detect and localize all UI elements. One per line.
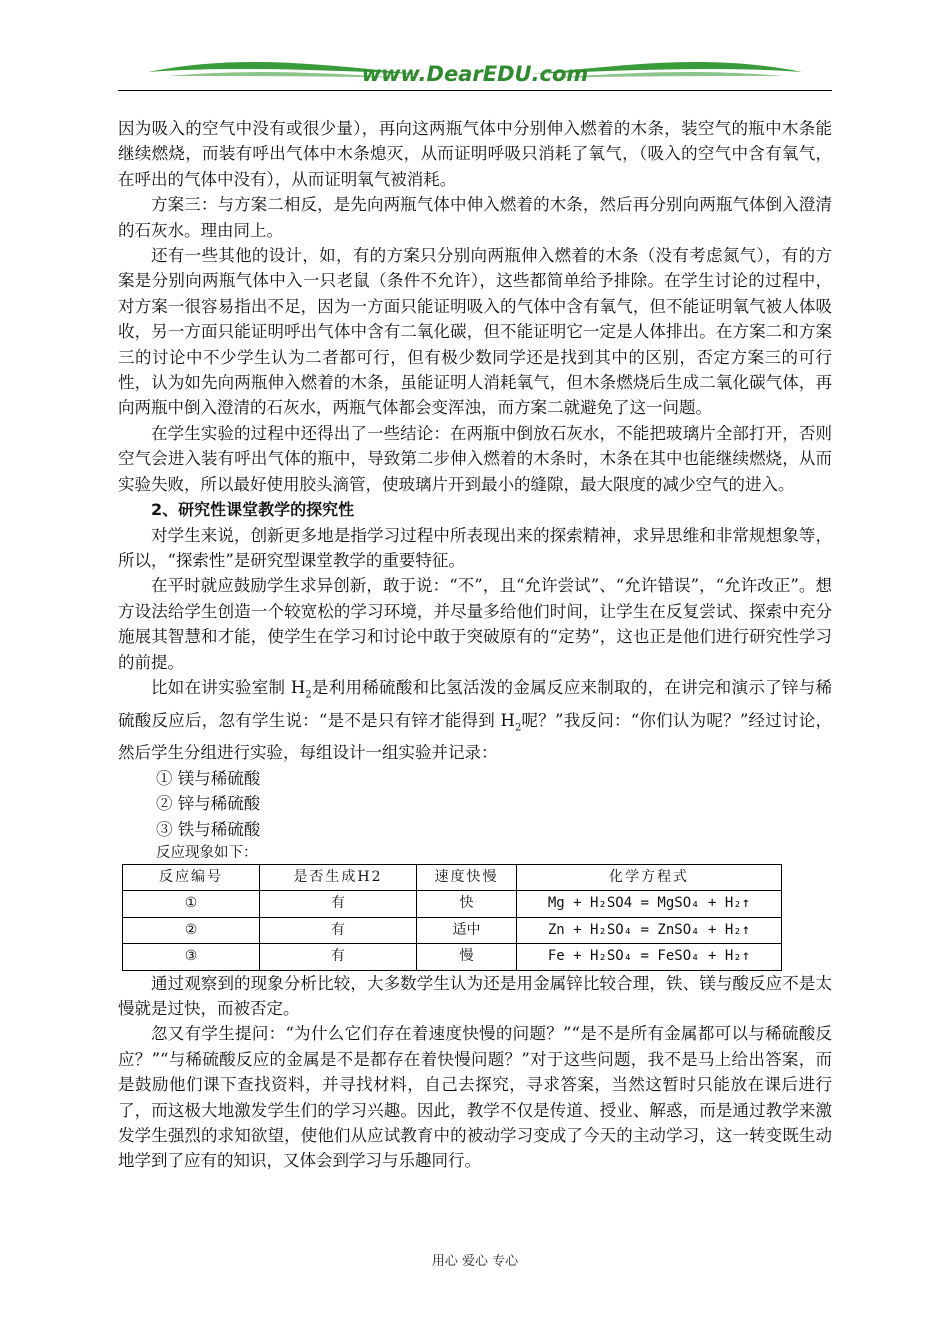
table-row <box>123 891 782 917</box>
column-header: 速度快慢 <box>417 864 517 890</box>
site-logo-text: www.DearEDU.com <box>361 62 589 86</box>
text-run: 是利用稀硫酸和比氢活泼的金属反应来制取的，在讲完和演示了锌与稀硫酸反应后，忽有学生说：“是不是只有锌才能得到 H <box>118 677 832 730</box>
cell-id: ③ <box>123 944 260 970</box>
cell-speed: 快 <box>417 891 517 917</box>
cell-h2: 有 <box>260 944 417 970</box>
cell-id: ② <box>123 917 260 943</box>
paragraph: 在平时就应鼓励学生求异创新，敢于说：“不”，且“允许尝试”、“允许错误”，“允许改正”。想方设法给学生创造一个较宽松的学习环境，并尽量多给他们时间，让学生在反复尝试、探索中充分施展其智慧和才能，使学生在学习和讨论中敢于突破原有的“定势”，这也正是他们进行研究性学习的前提。 <box>118 576 832 672</box>
cell-h2: 有 <box>260 891 417 917</box>
cell-speed: 适中 <box>417 917 517 943</box>
list-item: ① 镁与稀硫酸 <box>156 768 261 788</box>
cell-equation: Mg + H₂SO4 = MgSO₄ + H₂↑ <box>517 891 782 917</box>
list-item: ③ 铁与稀硫酸 <box>156 819 261 839</box>
column-header: 反应编号 <box>123 864 260 890</box>
column-header: 是否生成H2 <box>260 864 417 890</box>
column-header: 化学方程式 <box>517 864 782 890</box>
paragraph: 因为吸入的空气中没有或很少量），再向这两瓶气体中分别伸入燃着的木条，装空气的瓶中木条能继续燃烧，而装有呼出气体中木条熄灭，从而证明呼吸只消耗了氧气，（吸入的空气中含有氧气，在呼出的气体中没有），从而证明氧气被消耗。 <box>118 119 832 189</box>
reaction-table <box>122 864 782 971</box>
paragraph: 方案三：与方案二相反，是先向两瓶气体中伸入燃着的木条，然后再分别向两瓶气体倒入澄清的石灰水。理由同上。 <box>118 195 832 240</box>
paragraph <box>118 675 832 766</box>
paragraph: 对学生来说，创新更多地是指学习过程中所表现出来的探索精神，求异思维和非常规想象等，所以，“探索性”是研究型课堂教学的重要特征。 <box>118 525 832 570</box>
paragraph: 忽又有学生提问：“为什么它们存在着速度快慢的问题？”“是不是所有金属都可以与稀硫酸反应？”“与稀硫酸反应的金属是不是都存在着快慢问题？”对于这些问题，我不是马上给出答案，而是鼓励他们课下查找资料，并寻找材料，自己去探究，寻求答案，当然这暂时只能放在课后进行了，而这极大地激发学生们的学习兴趣。因此，教学不仅是传道、授业、解惑，而是通过教学来激发学生强烈的求知欲望，使他们从应试教育中的被动学习变成了今天的主动学习，这一转变既生动地学到了应有的知识，又体会到学习与乐趣同行。 <box>118 1024 832 1171</box>
table-row <box>123 944 782 970</box>
paragraph: 还有一些其他的设计，如，有的方案只分别向两瓶伸入燃着的木条（没有考虑氮气），有的方案是分别向两瓶气体中入一只老鼠（条件不允许），这些都简单给予排除。在学生讨论的过程中，对方案一很容易指出不足，因为一方面只能证明吸入的气体中含有氧气，但不能证明氧气被人体吸收，另一方面只能证明呼出气体中含有二氧化碳，但不能证明它一定是人体排出。在方案二和方案三的讨论中不少学生认为二者都可行，但有极少数同学还是找到其中的区别，否定方案三的可行性，认为如先向两瓶伸入燃着的木条，虽能证明人消耗氧气，但木条燃烧后生成二氧化碳气体，再向两瓶中倒入澄清的石灰水，两瓶气体都会变浑浊，而方案二就避免了这一问题。 <box>118 246 832 418</box>
header-divider <box>118 90 832 91</box>
paragraph: 通过观察到的现象分析比较，大多数学生认为还是用金属锌比较合理，铁、镁与酸反应不是太慢就是过快，而被否定。 <box>118 973 832 1018</box>
section-heading: 2、研究性课堂教学的探究性 <box>151 500 355 520</box>
text-run: 呢？”我反问：“你们认为呢？”经过讨论，然后学生分组进行实验，每组设计一组实验并记录： <box>118 710 832 763</box>
subscript: 2 <box>514 721 522 733</box>
subscript: 2 <box>305 689 312 701</box>
page-header-logo <box>118 58 832 92</box>
cell-equation: Zn + H₂SO₄ = ZnSO₄ + H₂↑ <box>517 917 782 943</box>
cell-equation: Fe + H₂SO₄ = FeSO₄ + H₂↑ <box>517 944 782 970</box>
text-run: 比如在讲实验室制 H <box>151 677 306 697</box>
list-item: ② 锌与稀硫酸 <box>156 794 261 814</box>
table-header-row <box>123 864 782 890</box>
table-caption: 反应现象如下： <box>156 844 258 861</box>
paragraph: 在学生实验的过程中还得出了一些结论：在两瓶中倒放石灰水，不能把玻璃片全部打开，否则空气会进入装有呼出气体的瓶中，导致第二步伸入燃着的木条时，木条在其中也能继续燃烧，从而实验失败，所以最好使用胶头滴管，使玻璃片开到最小的缝隙，最大限度的减少空气的进入。 <box>118 423 832 494</box>
page-footer: 用心 爱心 专心 <box>431 1254 519 1269</box>
table-row <box>123 917 782 943</box>
document-body <box>118 116 832 1174</box>
cell-h2: 有 <box>260 917 417 943</box>
cell-id: ① <box>123 891 260 917</box>
cell-speed: 慢 <box>417 944 517 970</box>
